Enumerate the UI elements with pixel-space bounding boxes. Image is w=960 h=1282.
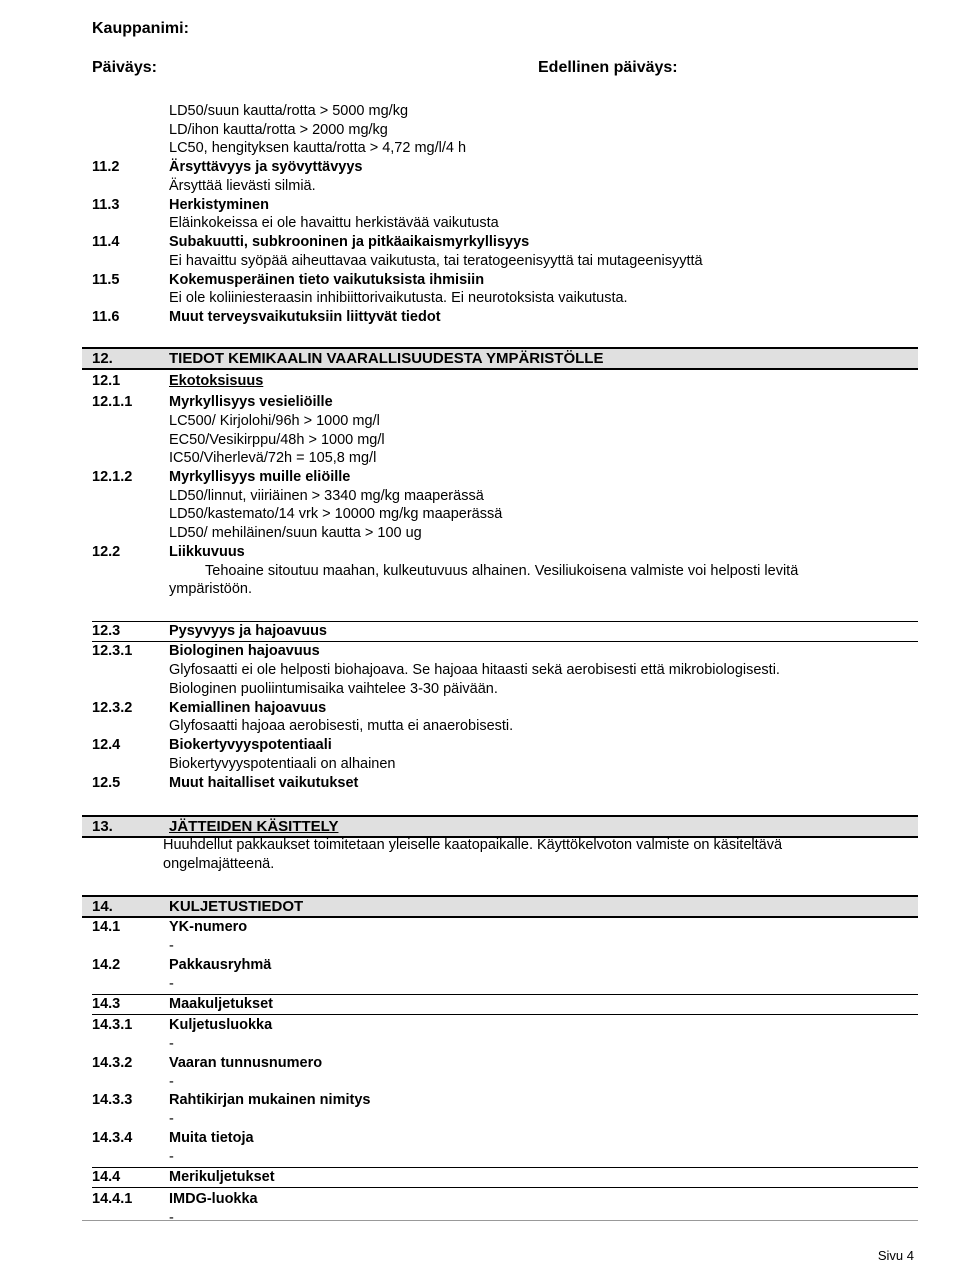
section-12-3-2: 12.3.2 Kemiallinen hajoavuus <box>92 700 327 716</box>
disposal-text-1: Huuhdellut pakkaukset toimitetaan yleiselle kaatopaikalle. Käyttökelvoton valmiste on käsiteltävä <box>163 837 783 853</box>
section-11-5: 11.5 Kokemusperäinen tieto vaikutuksista ihmisiin <box>92 272 485 288</box>
ec50-value: EC50/Vesikirppu/48h > 1000 mg/l <box>169 432 385 448</box>
section-12-3: 12.3 Pysyvyys ja hajoavuus <box>92 621 918 642</box>
section-14-3-1-value: - <box>169 1036 174 1052</box>
section-14-3-3: 14.3.3 Rahtikirjan mukainen nimitys <box>92 1092 371 1108</box>
section-14-3-2-value: - <box>169 1074 174 1090</box>
section-14-heading: 14. KULJETUSTIEDOT <box>82 895 918 918</box>
lc500-value: LC500/ Kirjolohi/96h > 1000 mg/l <box>169 413 380 429</box>
section-12-1-2: 12.1.2 Myrkyllisyys muille eliöille <box>92 469 351 485</box>
ld50-oral: LD50/suun kautta/rotta > 5000 mg/kg <box>169 103 409 119</box>
section-14-2: 14.2 Pakkausryhmä <box>92 957 272 973</box>
section-12-heading: 12. TIEDOT KEMIKAALIN VAARALLISUUDESTA YMPÄRISTÖLLE <box>82 347 918 370</box>
section-11-2-text: Ärsyttää lievästi silmiä. <box>169 178 316 194</box>
section-12-4: 12.4 Biokertyvyyspotentiaali <box>92 737 332 753</box>
section-14-1: 14.1 YK-numero <box>92 919 248 935</box>
section-12-5: 12.5 Muut haitalliset vaikutukset <box>92 775 359 791</box>
section-11-5-text: Ei ole koliiniesteraasin inhibiittorivaikutusta. Ei neurotoksista vaikutusta. <box>169 290 628 306</box>
footer-divider <box>82 1220 918 1221</box>
section-12-3-1: 12.3.1 Biologinen hajoavuus <box>92 643 320 659</box>
company-label: Kauppanimi: <box>92 20 189 37</box>
mobility-text-1: Tehoaine sitoutuu maahan, kulkeutuvuus alhainen. Vesiliukoisena valmiste voi helposti levitä <box>205 563 799 579</box>
section-12-1: 12.1 Ekotoksisuus <box>92 373 264 389</box>
page-number: Sivu 4 <box>877 1248 914 1263</box>
section-11-3: 11.3 Herkistyminen <box>92 197 269 213</box>
bioaccumulation-text: Biokertyvyyspotentiaali on alhainen <box>169 756 396 772</box>
ic50-value: IC50/Viherlevä/72h = 105,8 mg/l <box>169 450 377 466</box>
section-14-3-1: 14.3.1 Kuljetusluokka <box>92 1017 273 1033</box>
section-11-4: 11.4 Subakuutti, subkrooninen ja pitkäaikaismyrkyllisyys <box>92 234 530 250</box>
section-14-3-3-value: - <box>169 1111 174 1127</box>
section-14-4-1-value: - <box>169 1210 174 1226</box>
section-11-3-text: Eläinkokeissa ei ole havaittu herkistävää vaikutusta <box>169 215 499 231</box>
ld50-bee: LD50/ mehiläinen/suun kautta > 100 ug <box>169 525 422 541</box>
section-14-3: 14.3 Maakuljetukset <box>92 994 918 1015</box>
lc50-inhalation: LC50, hengityksen kautta/rotta > 4,72 mg/l/4 h <box>169 140 467 156</box>
section-14-1-value: - <box>169 938 174 954</box>
ld-dermal: LD/ihon kautta/rotta > 2000 mg/kg <box>169 122 388 138</box>
section-14-4: 14.4 Merikuljetukset <box>92 1167 918 1188</box>
ld50-birds: LD50/linnut, viiriäinen > 3340 mg/kg maaperässä <box>169 488 484 504</box>
section-11-4-text: Ei havaittu syöpää aiheuttavaa vaikutusta, tai teratogeenisyyttä tai mutageenisyyttä <box>169 253 703 269</box>
section-14-2-value: - <box>169 976 174 992</box>
ld50-earthworm: LD50/kastemato/14 vrk > 10000 mg/kg maaperässä <box>169 506 503 522</box>
section-14-4-1: 14.4.1 IMDG-luokka <box>92 1191 258 1207</box>
mobility-text-2: ympäristöön. <box>169 581 253 597</box>
previous-date-label: Edellinen päiväys: <box>538 59 678 76</box>
section-14-3-4: 14.3.4 Muita tietoja <box>92 1130 254 1146</box>
section-14-3-2: 14.3.2 Vaaran tunnusnumero <box>92 1055 323 1071</box>
section-13-heading: 13. JÄTTEIDEN KÄSITTELY <box>82 815 918 838</box>
date-label: Päiväys: <box>92 59 157 76</box>
section-12-2: 12.2 Liikkuvuus <box>92 544 245 560</box>
section-11-6: 11.6 Muut terveysvaikutuksiin liittyvät tiedot <box>92 309 441 325</box>
chemical-degradation-text: Glyfosaatti hajoaa aerobisesti, mutta ei anaerobisesti. <box>169 718 514 734</box>
biodegradation-text-1: Glyfosaatti ei ole helposti biohajoava. Se hajoaa hitaasti sekä aerobisesti että mikrobiologisesti. <box>169 662 780 678</box>
disposal-text-2: ongelmajätteenä. <box>163 856 275 872</box>
section-11-2: 11.2 Ärsyttävyys ja syövyttävyys <box>92 159 363 175</box>
section-14-3-4-value: - <box>169 1149 174 1165</box>
section-12-1-1: 12.1.1 Myrkyllisyys vesieliöille <box>92 394 333 410</box>
biodegradation-text-2: Biologinen puoliintumisaika vaihtelee 3-30 päivään. <box>169 681 498 697</box>
